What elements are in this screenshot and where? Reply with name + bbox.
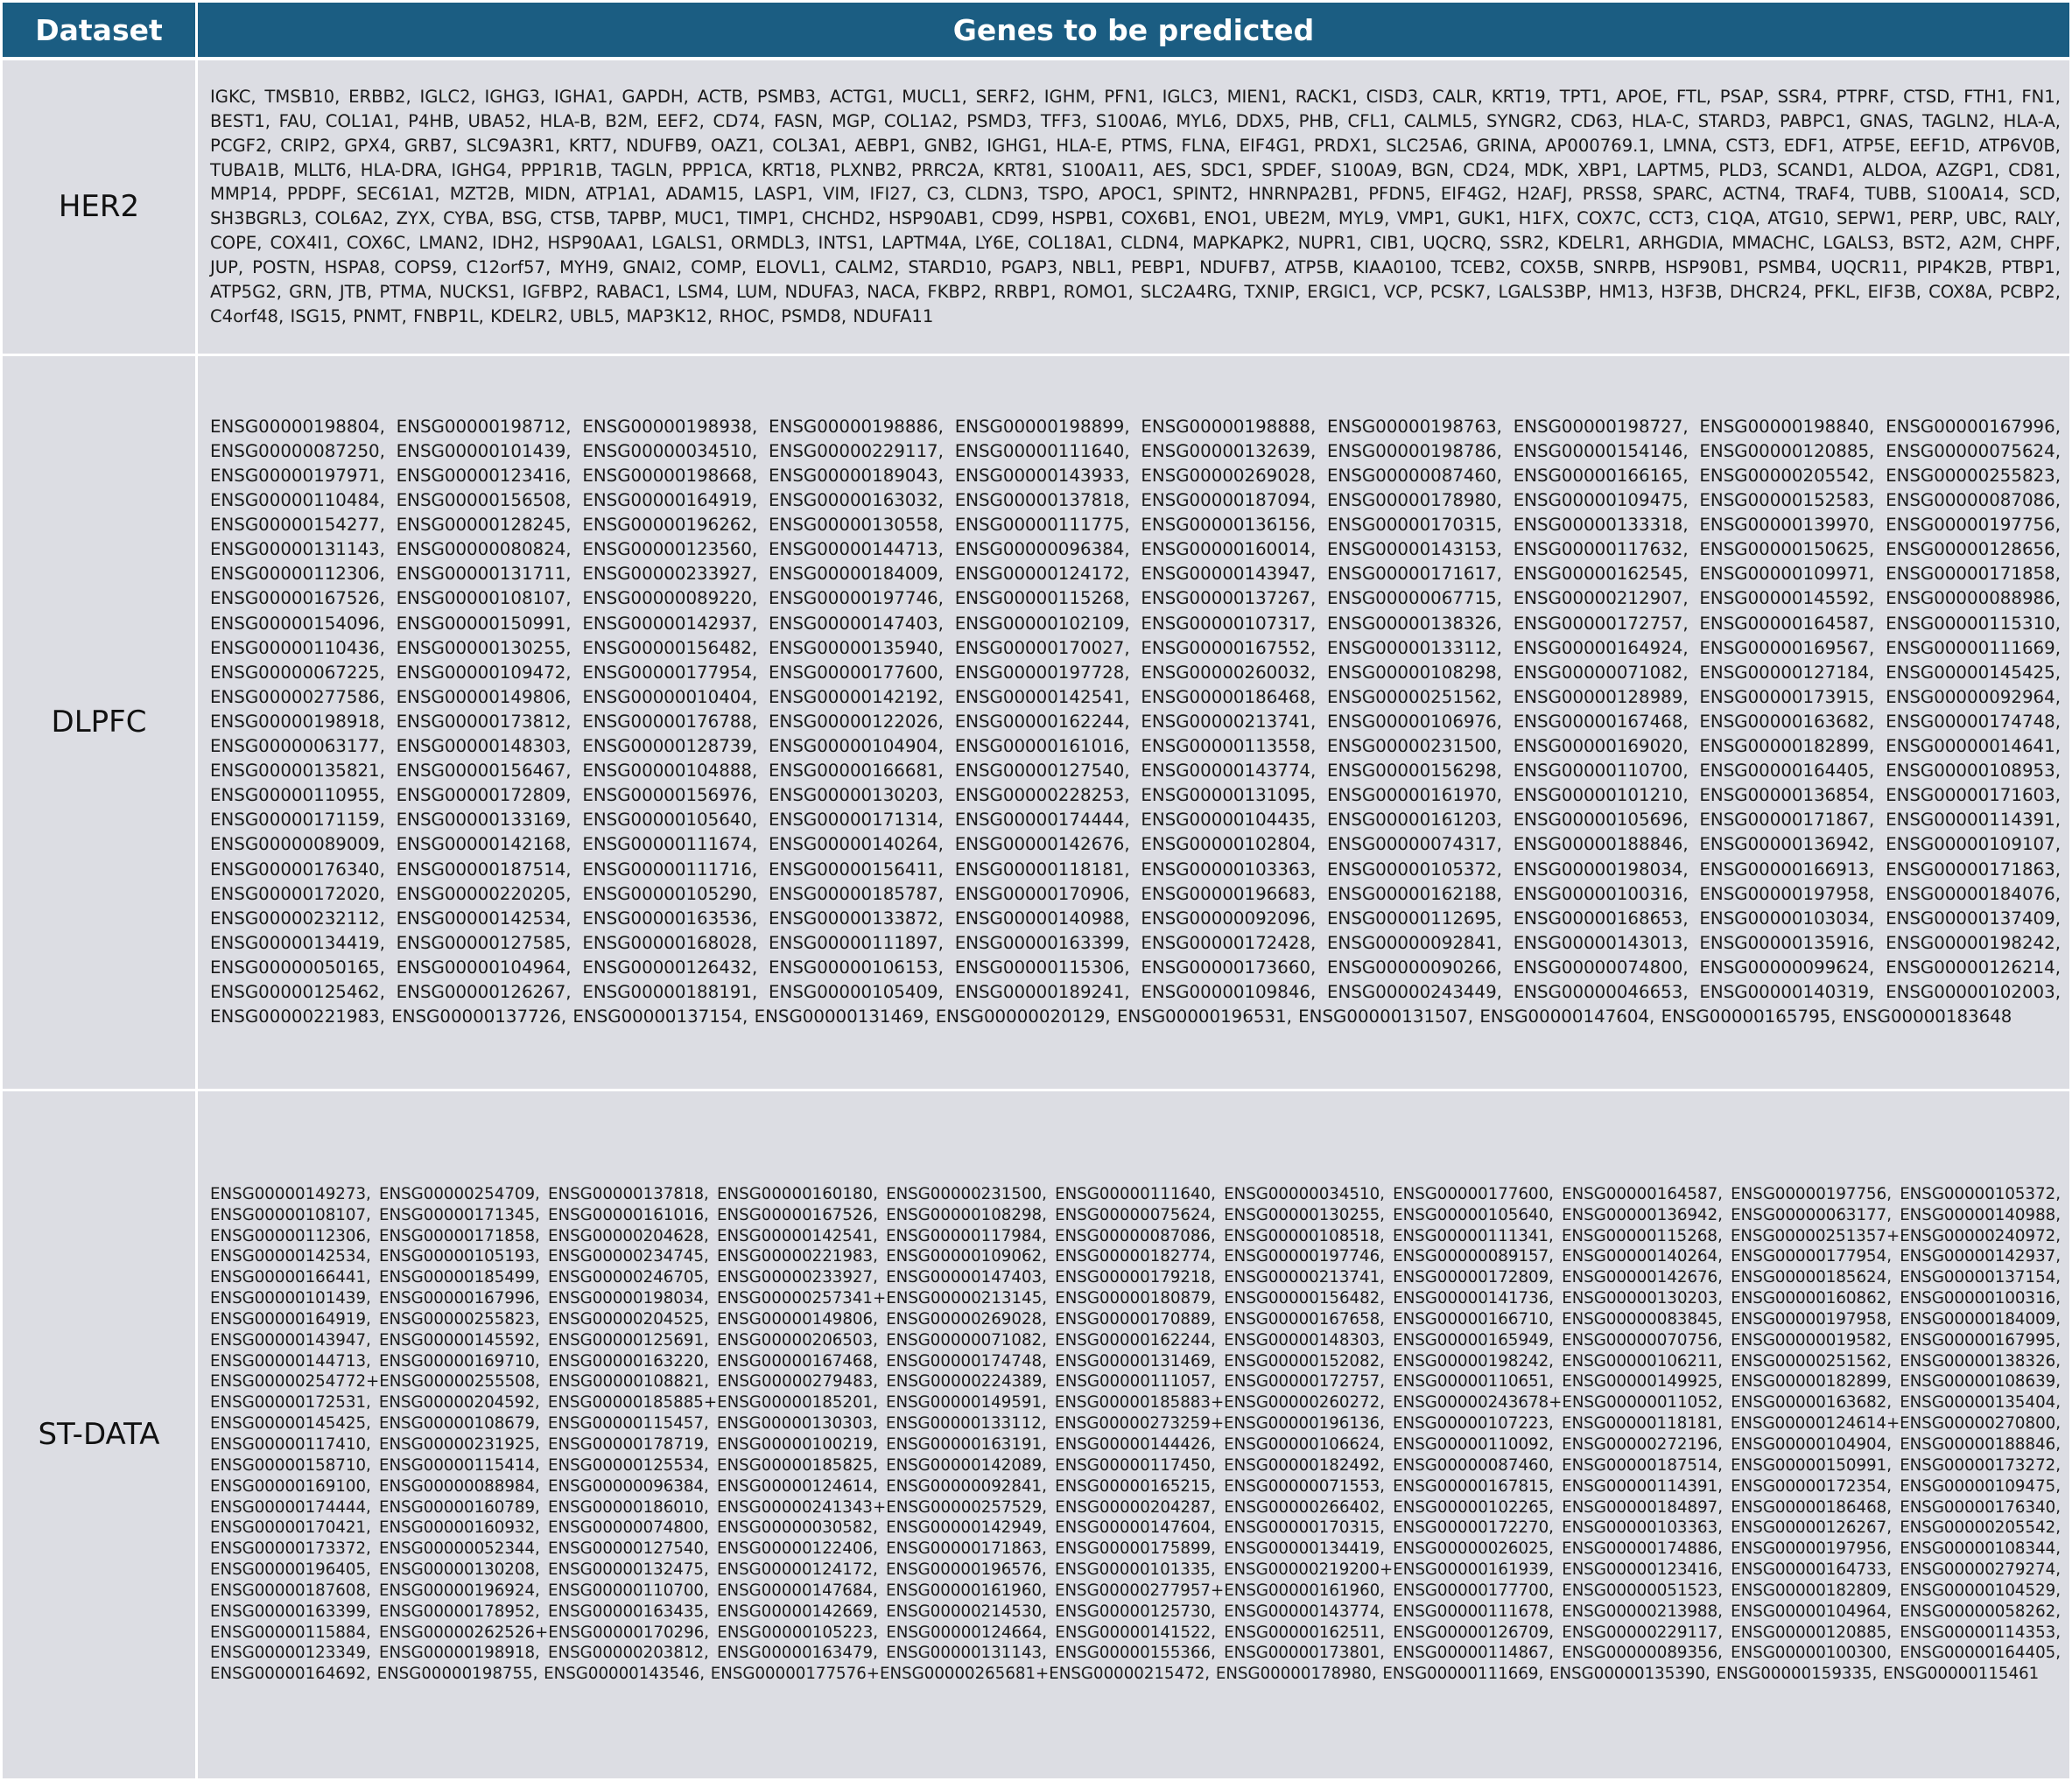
gene-list: ENSG00000149273, ENSG00000254709, ENSG00000137818, ENSG00000160180, ENSG00000231500, ENSG00000111640, ENSG00000034510, ENSG00000177600, ENSG00000164587, ENSG00000197756, ENSG00000105372, ENSG00000108107, ENSG00000171345, ENSG00000161016, ENSG00000167526, ENSG00000108298, ENSG00000075624, ENSG00000130255, ENSG00000105640, ENSG00000136942, ENSG00000063177, ENSG00000140988, ENSG00000112306, ENSG00000171858, ENSG00000204628, ENSG00000142541, ENSG00000117984, ENSG00000087086, ENSG00000108518, ENSG00000111341, ENSG00000115268, ENSG00000251357+ENSG00000240972, ENSG00000142534, ENSG00000105193, ENSG00000234745, ENSG00000221983, ENSG00000109062, ENSG00000182774, ENSG00000197746, ENSG00000089157, ENSG00000140264, ENSG00000177954, ENSG00000142937, ENSG00000166441, ENSG00000185499, ENSG00000246705, ENSG00000233927, ENSG00000147403, ENSG00000179218, ENSG00000213741, ENSG00000172809, ENSG00000142676, ENSG00000185624, ENSG00000137154, ENSG00000101439, ENSG00000167996, ENSG00000198034, ENSG00000257341+ENSG00000213145, ENSG00000180879, ENSG00000156482, ENSG00000141736, ENSG00000130203, ENSG00000160862, ENSG00000100316, ENSG00000164919, ENSG00000255823, ENSG00000204525, ENSG00000149806, ENSG00000269028, ENSG00000170889, ENSG00000167658, ENSG00000166710, ENSG00000083845, ENSG00000197958, ENSG00000184009, ENSG00000143947, ENSG00000145592, ENSG00000125691, ENSG00000206503, ENSG00000071082, ENSG00000162244, ENSG00000148303, ENSG00000165949, ENSG00000070756, ENSG00000019582, ENSG00000167995, ENSG00000144713, ENSG00000169710, ENSG00000163220, ENSG00000167468, ENSG00000174748, ENSG00000131469, ENSG00000152082, ENSG00000198242, ENSG00000106211, ENSG00000251562, ENSG00000138326, ENSG00000254772+ENSG00000255508, ENSG00000108821, ENSG00000279483, ENSG00000224389, ENSG00000111057, ENSG00000172757, ENSG00000110651, ENSG00000149925, ENSG00000182899, ENSG00000108639, ENSG00000172531, ENSG00000204592, ENSG00000185885+ENSG00000185201, ENSG00000149591, ENSG00000185883+ENSG00000260272, ENSG00000243678+ENSG00000011052, ENSG00000163682, ENSG00000135404, ENSG00000145425, ENSG00000108679, ENSG00000115457, ENSG00000130303, ENSG00000133112, ENSG00000273259+ENSG00000196136, ENSG00000107223, ENSG00000118181, ENSG00000124614+ENSG00000270800, ENSG00000117410, ENSG00000231925, ENSG00000178719, ENSG00000100219, ENSG00000163191, ENSG00000144426, ENSG00000106624, ENSG00000110092, ENSG00000272196, ENSG00000104904, ENSG00000188846, ENSG00000158710, ENSG00000115414, ENSG00000125534, ENSG00000185825, ENSG00000142089, ENSG00000117450, ENSG00000182492, ENSG00000087460, ENSG00000187514, ENSG00000150991, ENSG00000173272, ENSG00000169100, ENSG00000088984, ENSG00000096384, ENSG00000124614, ENSG00000092841, ENSG00000165215, ENSG00000071553, ENSG00000167815, ENSG00000114391, ENSG00000172354, ENSG00000109475, ENSG00000174444, ENSG00000160789, ENSG00000186010, ENSG00000241343+ENSG00000257529, ENSG00000204287, ENSG00000266402, ENSG00000102265, ENSG00000184897, ENSG00000186468, ENSG00000176340, ENSG00000170421, ENSG00000160932, ENSG00000074800, ENSG00000030582, ENSG00000142949, ENSG00000147604, ENSG00000170315, ENSG00000172270, ENSG00000103363, ENSG00000126267, ENSG00000205542, ENSG00000173372, ENSG00000052344, ENSG00000127540, ENSG00000122406, ENSG00000171863, ENSG00000175899, ENSG00000134419, ENSG00000026025, ENSG00000174886, ENSG00000197956, ENSG00000108344, ENSG00000196405, ENSG00000130208, ENSG00000132475, ENSG00000124172, ENSG00000196576, ENSG00000101335, ENSG00000219200+ENSG00000161939, ENSG00000123416, ENSG00000164733, ENSG00000279274, ENSG00000187608, ENSG00000196924, ENSG00000110700, ENSG00000147684, ENSG00000161960, ENSG00000277957+ENSG00000161960, ENSG00000177700, ENSG00000051523, ENSG00000182809, ENSG00000104529, ENSG00000163399, ENSG00000178952, ENSG00000163435, ENSG00000142669, ENSG00000214530, ENSG00000125730, ENSG00000143774, ENSG00000111678, ENSG00000213988, ENSG00000104964, ENSG00000058262, ENSG00000115884, ENSG00000262526+ENSG00000170296, ENSG00000105223, ENSG00000124664, ENSG00000141522, ENSG00000162511, ENSG00000126709, ENSG00000229117, ENSG00000120885, ENSG00000114353, ENSG00000123349, ENSG00000198918, ENSG00000203812, ENSG00000163479, ENSG00000131143, ENSG00000155366, ENSG00000173801, ENSG00000114867, ENSG00000089356, ENSG00000100300, ENSG00000164405, ENSG00000164692, ENSG00000198755, ENSG00000143546, ENSG00000177576+ENSG00000265681+ENSG00000215472, ENSG00000178980, ENSG00000111669, ENSG00000135390, ENSG00000159335, ENSG00000115461 (197, 1090, 2071, 1779)
dataset-name: DLPFC (2, 354, 197, 1090)
gene-list: ENSG00000198804, ENSG00000198712, ENSG00000198938, ENSG00000198886, ENSG00000198899, ENSG00000198888, ENSG00000198763, ENSG00000198727, ENSG00000198840, ENSG00000167996, ENSG00000087250, ENSG00000101439, ENSG00000034510, ENSG00000229117, ENSG00000111640, ENSG00000132639, ENSG00000198786, ENSG00000154146, ENSG00000120885, ENSG00000075624, ENSG00000197971, ENSG00000123416, ENSG00000198668, ENSG00000189043, ENSG00000143933, ENSG00000269028, ENSG00000087460, ENSG00000166165, ENSG00000205542, ENSG00000255823, ENSG00000110484, ENSG00000156508, ENSG00000164919, ENSG00000163032, ENSG00000137818, ENSG00000187094, ENSG00000178980, ENSG00000109475, ENSG00000152583, ENSG00000087086, ENSG00000154277, ENSG00000128245, ENSG00000196262, ENSG00000130558, ENSG00000111775, ENSG00000136156, ENSG00000170315, ENSG00000133318, ENSG00000139970, ENSG00000197756, ENSG00000131143, ENSG00000080824, ENSG00000123560, ENSG00000144713, ENSG00000096384, ENSG00000160014, ENSG00000143153, ENSG00000117632, ENSG00000150625, ENSG00000128656, ENSG00000112306, ENSG00000131711, ENSG00000233927, ENSG00000184009, ENSG00000124172, ENSG00000143947, ENSG00000171617, ENSG00000162545, ENSG00000109971, ENSG00000171858, ENSG00000167526, ENSG00000108107, ENSG00000089220, ENSG00000197746, ENSG00000115268, ENSG00000137267, ENSG00000067715, ENSG00000212907, ENSG00000145592, ENSG00000088986, ENSG00000154096, ENSG00000150991, ENSG00000142937, ENSG00000147403, ENSG00000102109, ENSG00000107317, ENSG00000138326, ENSG00000172757, ENSG00000164587, ENSG00000115310, ENSG00000110436, ENSG00000130255, ENSG00000156482, ENSG00000135940, ENSG00000170027, ENSG00000167552, ENSG00000133112, ENSG00000164924, ENSG00000169567, ENSG00000111669, ENSG00000067225, ENSG00000109472, ENSG00000177954, ENSG00000177600, ENSG00000197728, ENSG00000260032, ENSG00000108298, ENSG00000071082, ENSG00000127184, ENSG00000145425, ENSG00000277586, ENSG00000149806, ENSG00000010404, ENSG00000142192, ENSG00000142541, ENSG00000186468, ENSG00000251562, ENSG00000128989, ENSG00000173915, ENSG00000092964, ENSG00000198918, ENSG00000173812, ENSG00000176788, ENSG00000122026, ENSG00000162244, ENSG00000213741, ENSG00000106976, ENSG00000167468, ENSG00000163682, ENSG00000174748, ENSG00000063177, ENSG00000148303, ENSG00000128739, ENSG00000104904, ENSG00000161016, ENSG00000113558, ENSG00000231500, ENSG00000169020, ENSG00000182899, ENSG00000014641, ENSG00000135821, ENSG00000156467, ENSG00000104888, ENSG00000166681, ENSG00000127540, ENSG00000143774, ENSG00000156298, ENSG00000110700, ENSG00000164405, ENSG00000108953, ENSG00000110955, ENSG00000172809, ENSG00000156976, ENSG00000130203, ENSG00000228253, ENSG00000131095, ENSG00000161970, ENSG00000101210, ENSG00000136854, ENSG00000171603, ENSG00000171159, ENSG00000133169, ENSG00000105640, ENSG00000171314, ENSG00000174444, ENSG00000104435, ENSG00000161203, ENSG00000105696, ENSG00000171867, ENSG00000114391, ENSG00000089009, ENSG00000142168, ENSG00000111674, ENSG00000140264, ENSG00000142676, ENSG00000102804, ENSG00000074317, ENSG00000188846, ENSG00000136942, ENSG00000109107, ENSG00000176340, ENSG00000187514, ENSG00000111716, ENSG00000156411, ENSG00000118181, ENSG00000103363, ENSG00000105372, ENSG00000198034, ENSG00000166913, ENSG00000171863, ENSG00000172020, ENSG00000220205, ENSG00000105290, ENSG00000185787, ENSG00000170906, ENSG00000196683, ENSG00000162188, ENSG00000100316, ENSG00000197958, ENSG00000184076, ENSG00000232112, ENSG00000142534, ENSG00000163536, ENSG00000133872, ENSG00000140988, ENSG00000092096, ENSG00000112695, ENSG00000168653, ENSG00000103034, ENSG00000137409, ENSG00000134419, ENSG00000127585, ENSG00000168028, ENSG00000111897, ENSG00000163399, ENSG00000172428, ENSG00000092841, ENSG00000143013, ENSG00000135916, ENSG00000198242, ENSG00000050165, ENSG00000104964, ENSG00000126432, ENSG00000106153, ENSG00000115306, ENSG00000173660, ENSG00000090266, ENSG00000074800, ENSG00000099624, ENSG00000126214, ENSG00000125462, ENSG00000126267, ENSG00000188191, ENSG00000105409, ENSG00000189241, ENSG00000109846, ENSG00000243449, ENSG00000046653, ENSG00000140319, ENSG00000102003, ENSG00000221983, ENSG00000137726, ENSG00000137154, ENSG00000131469, ENSG00000020129, ENSG00000196531, ENSG00000131507, ENSG00000147604, ENSG00000165795, ENSG00000183648 (197, 354, 2071, 1090)
dataset-name: ST-DATA (2, 1090, 197, 1779)
table-row-dlpfc (2, 354, 2071, 1090)
gene-list: IGKC, TMSB10, ERBB2, IGLC2, IGHG3, IGHA1, GAPDH, ACTB, PSMB3, ACTG1, MUCL1, SERF2, IGHM, PFN1, IGLC3, MIEN1, RACK1, CISD3, CALR, KRT19, TPT1, APOE, FTL, PSAP, SSR4, PTPRF, CTSD, FTH1, FN1, BEST1, FAU, COL1A1, P4HB, UBA52, HLA-B, B2M, EEF2, CD74, FASN, MGP, COL1A2, PSMD3, TFF3, S100A6, MYL6, DDX5, PHB, CFL1, CALML5, SYNGR2, CD63, HLA-C, STARD3, PABPC1, GNAS, TAGLN2, HLA-A, PCGF2, CRIP2, GPX4, GRB7, SLC9A3R1, KRT7, NDUFB9, OAZ1, COL3A1, AEBP1, GNB2, IGHG1, HLA-E, PTMS, FLNA, EIF4G1, PRDX1, SLC25A6, GRINA, AP000769.1, LMNA, CST3, EDF1, ATP5E, EEF1D, ATP6V0B, TUBA1B, MLLT6, HLA-DRA, IGHG4, PPP1R1B, TAGLN, PPP1CA, KRT18, PLXNB2, PRRC2A, KRT81, S100A11, AES, SDC1, SPDEF, S100A9, BGN, CD24, MDK, XBP1, LAPTM5, PLD3, SCAND1, ALDOA, AZGP1, CD81, MMP14, PPDPF, SEC61A1, MZT2B, MIDN, ATP1A1, ADAM15, LASP1, VIM, IFI27, C3, CLDN3, TSPO, APOC1, SPINT2, HNRNPA2B1, PFDN5, EIF4G2, H2AFJ, PRSS8, SPARC, ACTN4, TRAF4, TUBB, S100A14, SCD, SH3BGRL3, COL6A2, ZYX, CYBA, BSG, CTSB, TAPBP, MUC1, TIMP1, CHCHD2, HSP90AB1, CD99, HSPB1, COX6B1, ENO1, UBE2M, MYL9, VMP1, GUK1, H1FX, COX7C, CCT3, C1QA, ATG10, SEPW1, PERP, UBC, RALY, COPE, COX4I1, COX6C, LMAN2, IDH2, HSP90AA1, LGALS1, ORMDL3, INTS1, LAPTM4A, LY6E, COL18A1, CLDN4, MAPKAPK2, NUPR1, CIB1, UQCRQ, SSR2, KDELR1, ARHGDIA, MMACHC, LGALS3, BST2, A2M, CHPF, JUP, POSTN, HSPA8, COPS9, C12orf57, MYH9, GNAI2, COMP, ELOVL1, CALM2, STARD10, PGAP3, NBL1, PEBP1, NDUFB7, ATP5B, KIAA0100, TCEB2, COX5B, SNRPB, HSP90B1, PSMB4, UQCR11, PIP4K2B, PTBP1, ATP5G2, GRN, JTB, PTMA, NUCKS1, IGFBP2, RABAC1, LSM4, LUM, NDUFA3, NACA, FKBP2, RRBP1, ROMO1, SLC2A4RG, TXNIP, ERGIC1, VCP, PCSK7, LGALS3BP, HM13, H3F3B, DHCR24, PFKL, EIF3B, COX8A, PCBP2, C4orf48, ISG15, PNMT, FNBP1L, KDELR2, UBL5, MAP3K12, RHOC, PSMD8, NDUFA11 (197, 59, 2071, 354)
column-header-genes: Genes to be predicted (197, 2, 2071, 60)
column-header-dataset: Dataset (2, 2, 197, 60)
table-row-st-data (2, 1090, 2071, 1779)
header-row (2, 2, 2071, 60)
dataset-name: HER2 (2, 59, 197, 354)
table-row-her2 (2, 59, 2071, 354)
